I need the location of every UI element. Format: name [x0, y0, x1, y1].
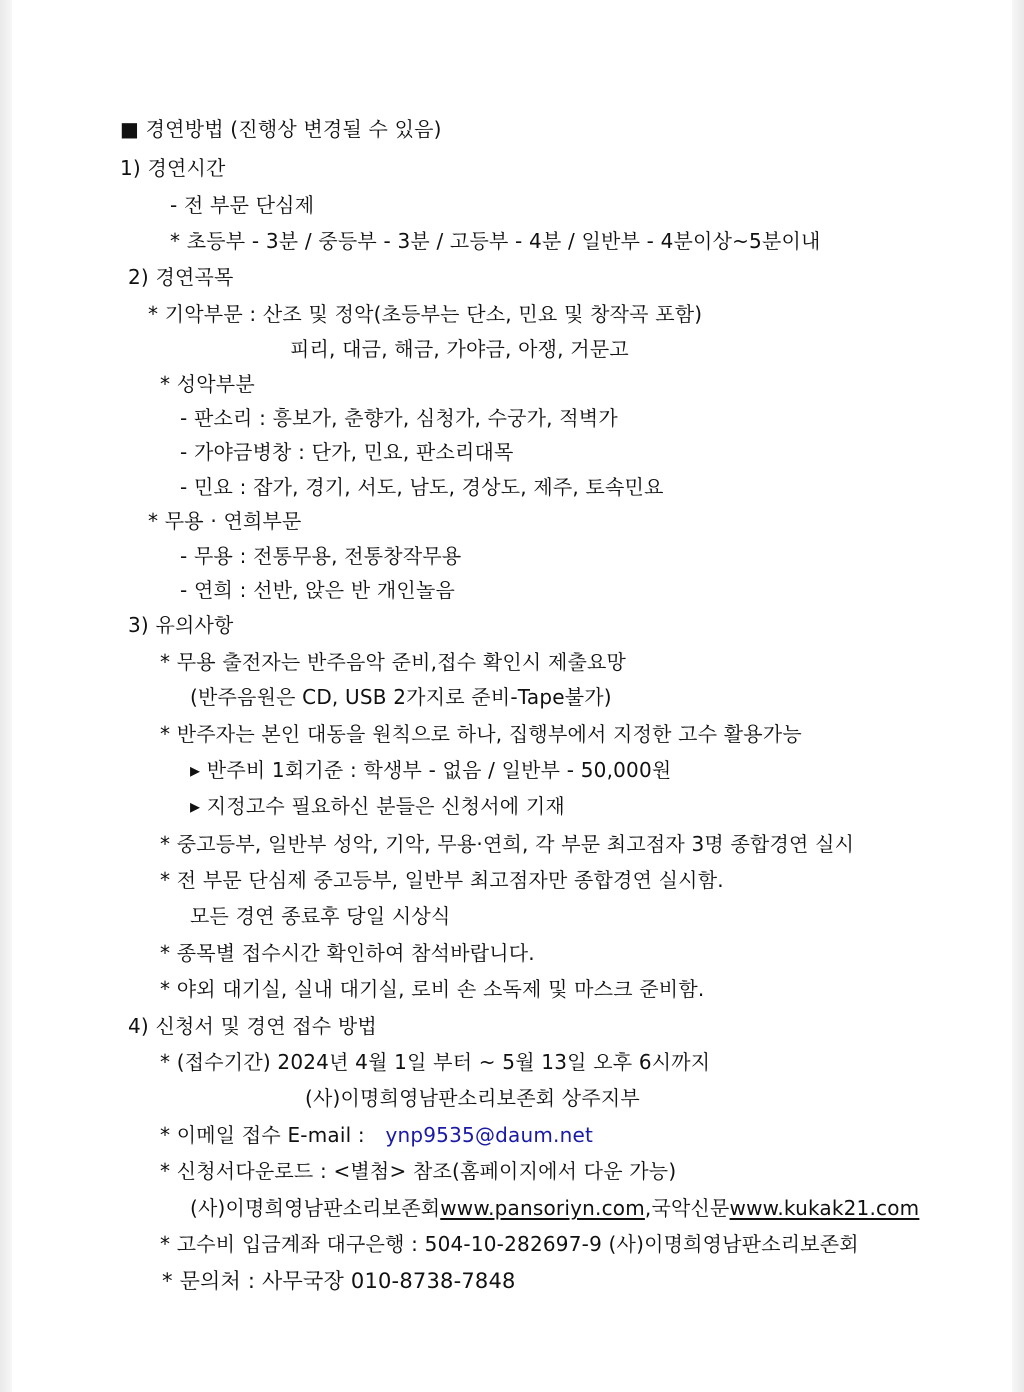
- section-1-times: * 초등부 - 3분 / 중등부 - 3분 / 고등부 - 4분 / 일반부 - 4분이상~5분이내: [170, 229, 821, 253]
- application-period: * (접수기간) 2024년 4월 1일 부터 ~ 5월 13일 오후 6시까지: [160, 1050, 711, 1074]
- organization-name: (사)이명희영남판소리보존회: [190, 1196, 441, 1220]
- email-label: * 이메일 접수 E-mail :: [160, 1123, 365, 1147]
- section-4-title: 4) 신청서 및 경연 접수 방법: [128, 1014, 377, 1038]
- vocal-pansori: - 판소리 : 흥보가, 춘향가, 심청가, 수궁가, 적벽가: [180, 406, 618, 430]
- gukak-newspaper-label: ,국악신문: [644, 1196, 730, 1220]
- method-heading: ■ 경연방법 (진행상 변경될 수 있음): [120, 117, 442, 141]
- organization-branch: (사)이명희영남판소리보존회 상주지부: [305, 1086, 640, 1110]
- note-2: * 반주자는 본인 대동을 원칙으로 하나, 집행부에서 지정한 고수 활용가능: [160, 722, 802, 746]
- yeonhui-line: - 연희 : 선반, 앉은 반 개인놀음: [180, 578, 455, 602]
- download-line: * 신청서다운로드 : <별첨> 참조(홈페이지에서 다운 가능): [160, 1159, 677, 1183]
- note-6: * 야외 대기실, 실내 대기실, 로비 손 소독제 및 마스크 준비함.: [160, 977, 705, 1001]
- note-3: * 중고등부, 일반부 성악, 기악, 무용·연희, 각 부문 최고점자 3명 종합경연 실시: [160, 832, 855, 856]
- bank-account: * 고수비 입금계좌 대구은행 : 504-10-282697-9 (사)이명희영남판소리보존회: [160, 1232, 859, 1256]
- section-3-title: 3) 유의사항: [128, 613, 234, 637]
- vocal-minyo: - 민요 : 잡가, 경기, 서도, 남도, 경상도, 제주, 토속민요: [180, 475, 664, 499]
- instrumental-line: * 기악부문 : 산조 및 정악(초등부는 단소, 민요 및 창작곡 포함): [148, 302, 703, 326]
- contact-line: * 문의처 : 사무국장 010-8738-7848: [162, 1269, 516, 1293]
- instrumental-list: 피리, 대금, 해금, 가야금, 아쟁, 거문고: [290, 337, 629, 361]
- note-2-drummer: ▸ 지정고수 필요하신 분들은 신청서에 기재: [190, 794, 565, 818]
- pansoriyn-link[interactable]: www.pansoriyn.com: [440, 1196, 645, 1220]
- section-1-line: - 전 부문 단심제: [170, 193, 315, 217]
- note-1-detail: (반주음원은 CD, USB 2가지로 준비-Tape불가): [190, 685, 612, 709]
- dance-title: * 무용 · 연희부문: [148, 509, 302, 533]
- email-link[interactable]: ynp9535@daum.net: [385, 1123, 594, 1147]
- vocal-gayageum: - 가야금병창 : 단가, 민요, 판소리대목: [180, 440, 514, 464]
- page-edge-right: [1012, 0, 1024, 1392]
- websites-row: [190, 1195, 919, 1221]
- vocal-title: * 성악부분: [160, 372, 255, 396]
- note-5: * 종목별 접수시간 확인하여 참석바랍니다.: [160, 941, 535, 965]
- kukak21-link[interactable]: www.kukak21.com: [729, 1196, 920, 1220]
- note-1: * 무용 출전자는 반주음악 준비,접수 확인시 제출요망: [160, 650, 627, 674]
- dance-line: - 무용 : 전통무용, 전통창작무용: [180, 544, 462, 568]
- email-row: [160, 1122, 593, 1148]
- section-1-title: 1) 경연시간: [120, 156, 226, 180]
- note-4-detail: 모든 경연 종료후 당일 시상식: [190, 904, 451, 928]
- page-edge-left: [0, 0, 12, 1392]
- note-2-fee: ▸ 반주비 1회기준 : 학생부 - 없음 / 일반부 - 50,000원: [190, 758, 672, 782]
- note-4: * 전 부문 단심제 중고등부, 일반부 최고점자만 종합경연 실시함.: [160, 868, 724, 892]
- section-2-title: 2) 경연곡목: [128, 265, 234, 289]
